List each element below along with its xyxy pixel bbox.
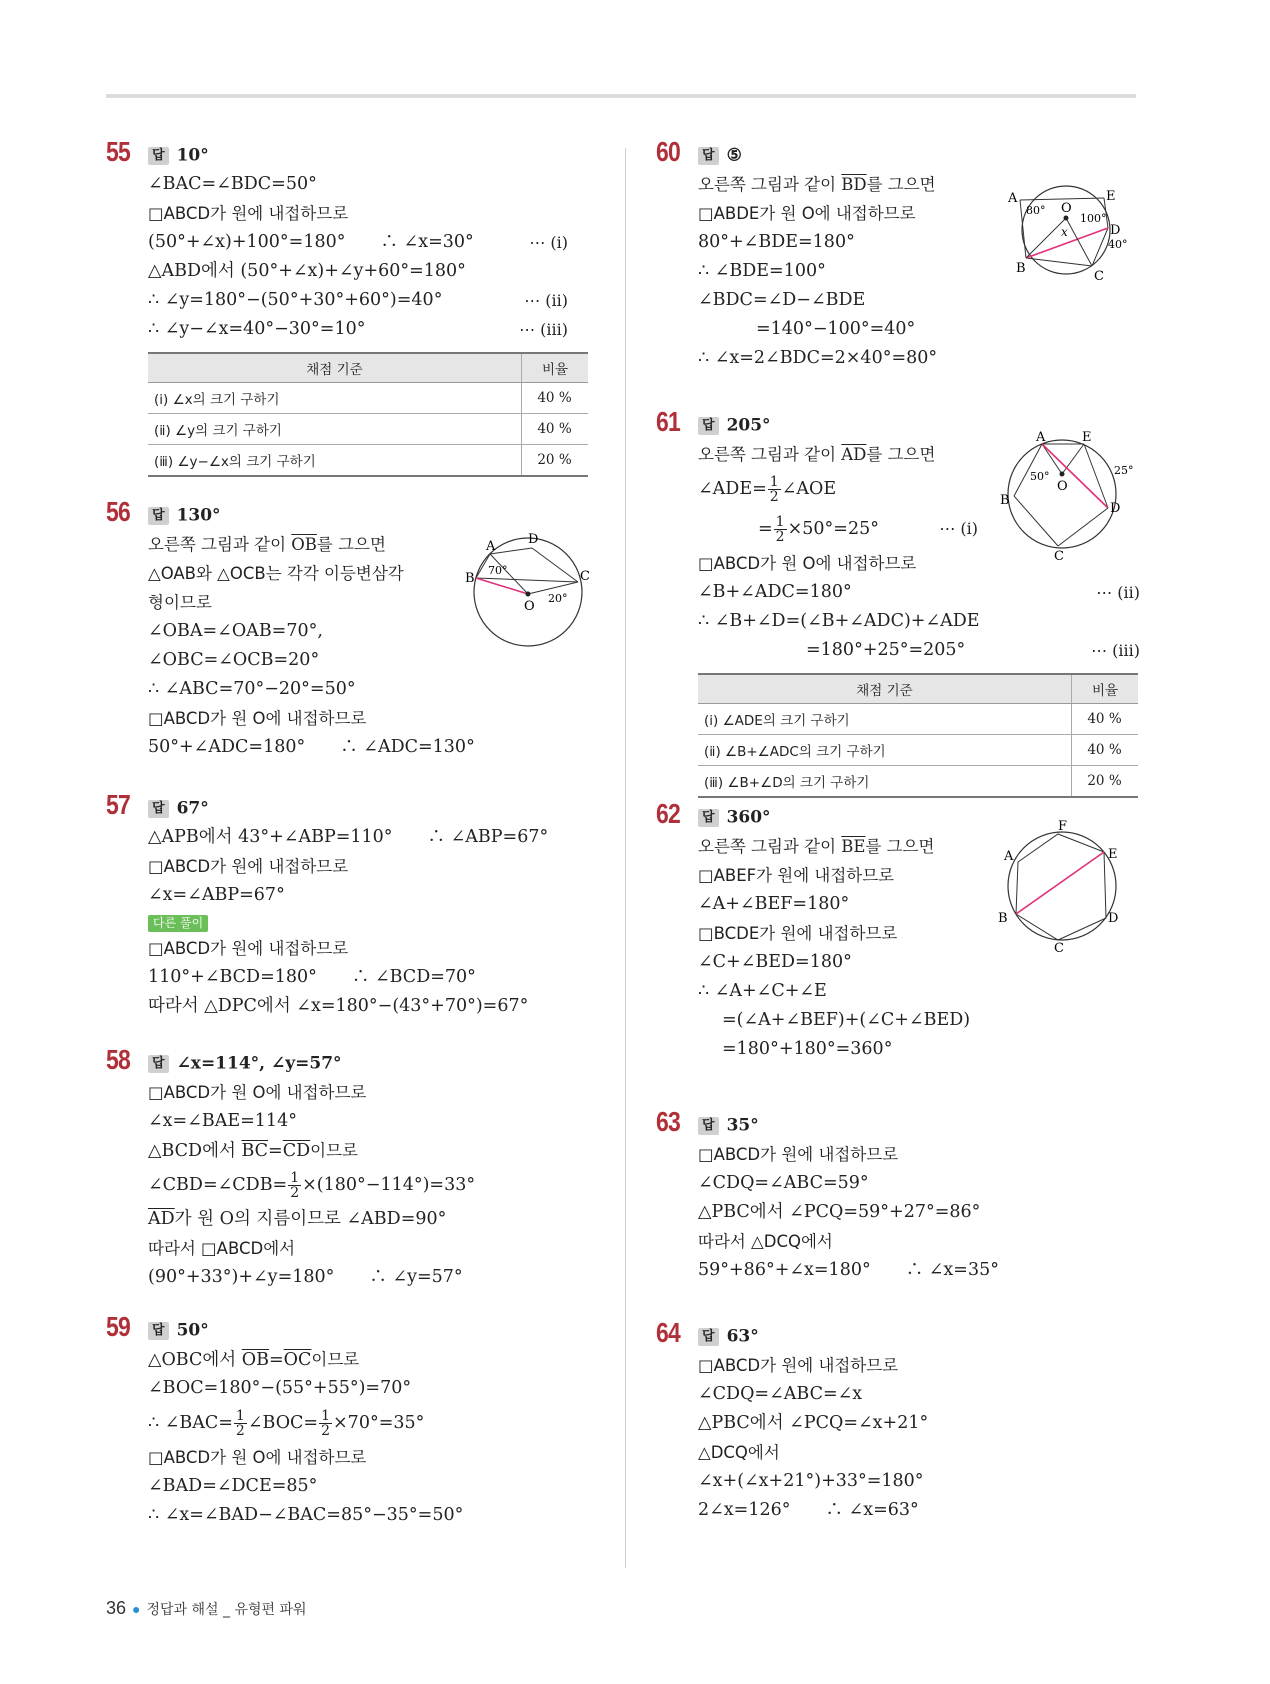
solution-line: 오른쪽 그림과 같이 $\overline{BE}$를 그으면 — [698, 837, 935, 856]
angle-label: 70° — [488, 564, 508, 577]
solution-line: △PBC에서 ∠PCQ=59°+27°=86° — [698, 1202, 981, 1222]
solution-line: □ABCD가 원 O에 내접하므로 — [148, 1448, 367, 1467]
answer-value: ∠x=114°, ∠y=57° — [176, 1053, 342, 1074]
answer-value: 67° — [176, 798, 209, 819]
label-x: x — [1061, 225, 1068, 239]
answer-badge: 답 — [698, 1117, 719, 1135]
solution-line: 형이므로 — [148, 593, 212, 612]
angle-label: 20° — [548, 592, 568, 605]
solution-line: ∠OBC=∠OCB=20° — [148, 650, 320, 670]
solution-line: □ABCD가 원에 내접하므로 — [148, 204, 349, 223]
label-F: F — [1058, 819, 1068, 834]
scoring-table — [148, 352, 588, 477]
solution-line: △PBC에서 ∠PCQ=∠x+21° — [698, 1413, 929, 1433]
problem-number: 62 — [656, 798, 680, 829]
label-O: O — [524, 599, 535, 614]
right-column — [656, 136, 1140, 1525]
solution-line: =180°+25°=205° ⋯ (ⅲ) — [698, 636, 1136, 665]
answer-badge: 답 — [698, 809, 719, 827]
left-column — [106, 136, 590, 1530]
label-A: A — [1008, 191, 1018, 206]
solution-line: △OBC에서 $\overline{OB}=\overline{OC}$이므로 — [148, 1350, 360, 1370]
label-A: A — [1004, 849, 1014, 864]
solution-line: 따라서 □ABCD에서 — [148, 1239, 296, 1258]
solution-line: =(∠A+∠BEF)+(∠C+∠BED) — [722, 1010, 971, 1030]
solution-line: △BCD에서 $\overline{BC}=\overline{CD}$이므로 — [148, 1141, 358, 1161]
figure-62 — [996, 819, 1136, 956]
scoring-table — [698, 673, 1138, 798]
answer-value: ⑤ — [726, 145, 742, 166]
problem-61 — [656, 406, 1140, 802]
solution-line: ∴ ∠A+∠C+∠E — [698, 981, 827, 1001]
step-tag: ⋯ (ⅰ) — [939, 519, 978, 538]
solution-line: ∠BDC=∠D−∠BDE — [698, 290, 866, 310]
column-divider — [625, 148, 626, 1568]
problem-number: 57 — [106, 789, 130, 820]
solution-line: ∠B+∠ADC=180° ⋯ (ⅱ) — [698, 578, 1136, 607]
label-O: O — [1061, 201, 1072, 216]
solution-line: ∴ ∠x=2∠BDC=2×40°=80° — [698, 348, 938, 368]
solution-line: =140°−100°=40° — [756, 319, 916, 339]
problem-number: 63 — [656, 1106, 680, 1137]
solution-line: (90°+33°)+∠y=180° ∴ ∠y=57° — [148, 1267, 463, 1287]
solution-line: ∠CDQ=∠ABC=∠x — [698, 1384, 863, 1404]
solution-line: ∠x=∠BAE=114° — [148, 1111, 297, 1131]
solution-line: (50°+∠x)+100°=180° ∴ ∠x=30° ⋯ (ⅰ) — [148, 228, 568, 257]
solution-line: □ABCD가 원 O에 내접하므로 — [148, 1083, 367, 1102]
figure-56 — [456, 530, 590, 650]
table-row: (ⅱ) ∠B+∠ADC의 크기 구하기 40 % — [698, 735, 1138, 766]
answer-value: 360° — [726, 807, 771, 828]
solution-line: □ABCD가 원에 내접하므로 — [148, 857, 349, 876]
label-B: B — [1016, 261, 1026, 276]
angle-label: 25° — [1114, 464, 1134, 477]
solution-line: □BCDE가 원에 내접하므로 — [698, 924, 898, 943]
angle-label: 40° — [1108, 238, 1128, 251]
page-footer — [106, 1598, 307, 1619]
label-C: C — [1094, 269, 1104, 284]
solution-line: □ABDE가 원 O에 내접하므로 — [698, 204, 916, 223]
solution-line: ∠CDQ=∠ABC=59° — [698, 1173, 869, 1193]
solution-line: △OAB와 △OCB는 각각 이등변삼각 — [148, 564, 404, 583]
problem-55 — [106, 136, 572, 470]
solution-line: ∠ADE= $\frac{1}{2}$ ∠AOE — [698, 474, 837, 505]
problem-number: 58 — [106, 1044, 130, 1075]
label-A: A — [1036, 430, 1046, 445]
solution-line: $\overline{AD}$가 원 O의 지름이므로 ∠ABD=90° — [148, 1209, 447, 1229]
solution-line: ∴ ∠B+∠D=(∠B+∠ADC)+∠ADE — [698, 611, 980, 631]
table-header: 비율 — [1072, 674, 1139, 704]
answer-badge: 답 — [148, 1322, 169, 1340]
label-A: A — [486, 539, 496, 554]
bullet-icon: ● — [132, 1601, 141, 1618]
solution-line: ∴ ∠x=∠BAD−∠BAC=85°−35°=50° — [148, 1505, 464, 1525]
solution-line: 따라서 △DCQ에서 — [698, 1232, 833, 1251]
table-header: 비율 — [522, 353, 589, 383]
solution-line: =180°+180°=360° — [722, 1039, 893, 1059]
problem-number: 64 — [656, 1317, 680, 1348]
label-B: B — [465, 571, 475, 586]
answer-value: 63° — [726, 1326, 759, 1347]
label-D: D — [528, 532, 539, 547]
solution-line: □ABCD가 원에 내접하므로 — [698, 1145, 899, 1164]
answer-badge: 답 — [148, 147, 169, 165]
answer-badge: 답 — [148, 1055, 169, 1073]
problem-59 — [106, 1311, 568, 1530]
problem-number: 56 — [106, 496, 130, 527]
solution-line: □ABCD가 원에 내접하므로 — [148, 939, 349, 958]
label-D: D — [1110, 223, 1121, 238]
solution-line: 110°+∠BCD=180° ∴ ∠BCD=70° — [148, 967, 476, 987]
problem-56 — [106, 496, 590, 775]
solution-line: ∠BAD=∠DCE=85° — [148, 1476, 318, 1496]
angle-label: 80° — [1026, 204, 1046, 217]
solution-line: ∠A+∠BEF=180° — [698, 894, 850, 914]
solution-line: ∠x=∠ABP=67° — [148, 885, 285, 905]
solution-line: 50°+∠ADC=180° ∴ ∠ADC=130° — [148, 737, 475, 757]
solution-line: 2∠x=126° ∴ ∠x=63° — [698, 1500, 919, 1520]
problem-64 — [656, 1317, 1136, 1525]
solution-line: ∠C+∠BED=180° — [698, 952, 852, 972]
answer-badge: 답 — [698, 417, 719, 435]
label-D: D — [1110, 501, 1121, 516]
angle-label: 50° — [1030, 470, 1050, 483]
solution-line: ∠OBA=∠OAB=70°, — [148, 621, 323, 641]
problem-57 — [106, 789, 568, 1018]
problem-number: 61 — [656, 406, 680, 437]
solution-line: 오른쪽 그림과 같이 $\overline{BD}$를 그으면 — [698, 175, 936, 194]
solution-line: △DCQ에서 — [698, 1443, 780, 1462]
solution-line: □ABCD가 원에 내접하므로 — [698, 1356, 899, 1375]
solution-line: □ABCD가 원 O에 내접하므로 — [148, 709, 367, 728]
step-tag: ⋯ (ⅱ) — [1096, 583, 1140, 602]
answer-badge: 답 — [148, 800, 169, 818]
answer-value: 35° — [726, 1115, 759, 1136]
solution-line: □ABCD가 원 O에 내접하므로 — [698, 554, 917, 573]
figure-61 — [996, 432, 1136, 562]
label-B: B — [998, 911, 1008, 926]
table-row: (ⅰ) ∠ADE의 크기 구하기 40 % — [698, 704, 1138, 735]
problem-60 — [656, 136, 1136, 372]
top-rule — [106, 94, 1136, 98]
solution-line: ∠BOC=180°−(55°+55°)=70° — [148, 1378, 412, 1398]
label-C: C — [580, 569, 590, 584]
table-row: (ⅰ) ∠x의 크기 구하기 40 % — [148, 383, 588, 414]
solution-line: 59°+86°+∠x=180° ∴ ∠x=35° — [698, 1260, 999, 1280]
solution-line: 따라서 △DPC에서 ∠x=180°−(43°+70°)=67° — [148, 996, 529, 1016]
label-D: D — [1108, 911, 1119, 926]
solution-line: ∴ ∠BDE=100° — [698, 261, 826, 281]
problem-number: 59 — [106, 1311, 130, 1342]
footer-title: 정답과 해설 _ 유형편 파워 — [146, 1602, 307, 1618]
answer-value: 130° — [176, 505, 221, 526]
problem-number: 60 — [656, 136, 680, 167]
problem-58 — [106, 1044, 568, 1293]
label-B: B — [1000, 493, 1010, 508]
solution-line: 오른쪽 그림과 같이 $\overline{AD}$를 그으면 — [698, 445, 936, 464]
table-header: 채점 기준 — [698, 674, 1072, 704]
angle-label: 100° — [1080, 212, 1107, 225]
solution-line: ∴ ∠y−∠x=40°−30°=10° ⋯ (ⅲ) — [148, 315, 568, 344]
label-E: E — [1106, 189, 1116, 204]
answer-value: 10° — [176, 145, 209, 166]
solution-line: △APB에서 43°+∠ABP=110° ∴ ∠ABP=67° — [148, 827, 549, 847]
step-tag: ⋯ (ⅲ) — [519, 320, 568, 339]
solution-line: ∴ ∠BAC= $\frac{1}{2}$ ∠BOC= $\frac{1}{2}$ ×70°=35° — [148, 1408, 425, 1439]
label-O: O — [1057, 479, 1068, 494]
solution-line: ∠x+(∠x+21°)+33°=180° — [698, 1471, 924, 1491]
table-row: (ⅲ) ∠y−∠x의 크기 구하기 20 % — [148, 445, 588, 477]
problem-62 — [656, 798, 1136, 1084]
label-E: E — [1082, 430, 1092, 445]
solution-line: 80°+∠BDE=180° — [698, 232, 855, 252]
step-tag: ⋯ (ⅱ) — [524, 291, 568, 310]
problem-number: 55 — [106, 136, 130, 167]
solution-line: ∴ ∠ABC=70°−20°=50° — [148, 679, 356, 699]
step-tag: ⋯ (ⅲ) — [1091, 641, 1140, 660]
answer-value: 50° — [176, 1320, 209, 1341]
answer-badge: 답 — [698, 147, 719, 165]
table-row: (ⅱ) ∠y의 크기 구하기 40 % — [148, 414, 588, 445]
step-tag: ⋯ (ⅰ) — [529, 233, 568, 252]
label-C: C — [1054, 941, 1064, 956]
answer-badge: 답 — [148, 507, 169, 525]
solution-line: ∠BAC=∠BDC=50° — [148, 174, 317, 194]
label-C: C — [1054, 549, 1064, 564]
solution-line: 오른쪽 그림과 같이 $\overline{OB}$를 그으면 — [148, 535, 386, 554]
solution-line: □ABEF가 원에 내접하므로 — [698, 866, 895, 885]
page-number: 36 — [106, 1598, 127, 1618]
solution-line: ∴ ∠y=180°−(50°+30°+60°)=40° ⋯ (ⅱ) — [148, 286, 568, 315]
table-header: 채점 기준 — [148, 353, 522, 383]
solution-line: = $\frac{1}{2}$ ×50°=25° ⋯ (ⅰ) — [698, 509, 978, 549]
solution-line: ∠CBD=∠CDB= $\frac{1}{2}$ ×(180°−114°)=33° — [148, 1170, 476, 1201]
figure-60 — [996, 184, 1136, 284]
table-row: (ⅲ) ∠B+∠D의 크기 구하기 20 % — [698, 766, 1138, 798]
answer-badge: 답 — [698, 1328, 719, 1346]
label-E: E — [1108, 847, 1118, 862]
problem-63 — [656, 1106, 1136, 1285]
answer-value: 205° — [726, 415, 771, 436]
alternate-solution-badge: 다른 풀이 — [148, 915, 208, 932]
solution-line: △ABD에서 (50°+∠x)+∠y+60°=180° — [148, 261, 466, 281]
